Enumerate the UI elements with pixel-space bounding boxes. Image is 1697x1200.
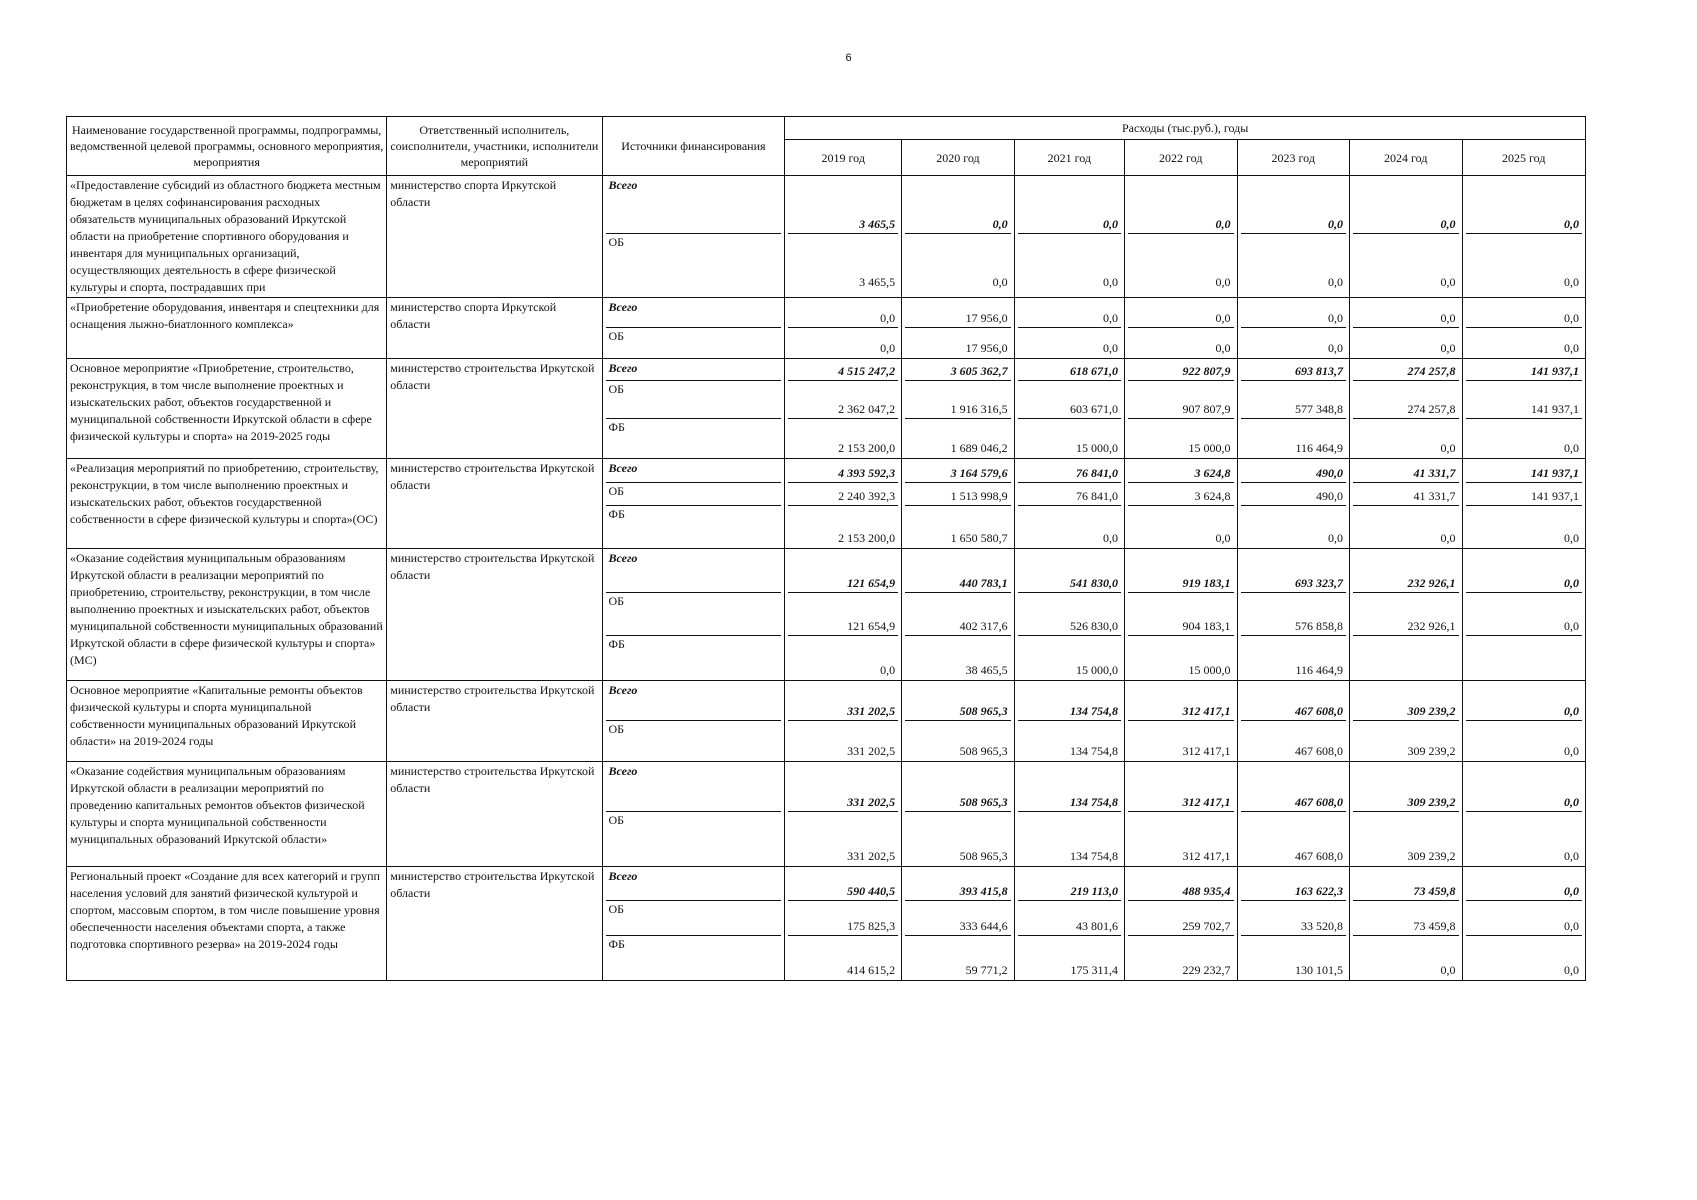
funding-sources — [602, 681, 785, 762]
amount-cell: 121 654,9 — [788, 550, 898, 593]
measure-name: «Оказание содействия муниципальным образованиям Иркутской области в реализации мероприятий по проведению капитальных ремонтов объектов физической культуры и спорта муниципальной собственности муниципальных образований Иркутской области» — [67, 762, 387, 867]
amount-cell: 331 202,5 — [847, 849, 896, 863]
year-values — [902, 762, 1015, 867]
amount-cell: 0,0 — [1353, 177, 1459, 234]
year-values — [1014, 681, 1124, 762]
executor: министерство строительства Иркутской области — [387, 681, 602, 762]
amount-cell: 312 417,1 — [1182, 849, 1231, 863]
amount-cell: 1 689 046,2 — [950, 441, 1008, 455]
year-values — [1125, 176, 1238, 298]
executor: министерство строительства Иркутской области — [387, 359, 602, 459]
amount-cell: 576 858,8 — [1241, 593, 1347, 636]
measure-name: «Предоставление субсидий из областного бюджета местным бюджетам в целях софинансирования расходных обязательств муниципальных образований Иркутской области на приобретение спортивного оборудования и инвентаря для муниципальных организаций, осуществляющих деятельность в сфере физической культуры и спорта, пострадавших при — [67, 176, 387, 298]
year-values — [1462, 867, 1586, 981]
amount-cell: 76 841,0 — [1018, 483, 1121, 506]
year-values — [1462, 681, 1586, 762]
year-values — [1237, 762, 1350, 867]
funding-source: ОБ — [608, 722, 625, 736]
header-year: 2021 год — [1014, 140, 1124, 176]
amount-cell: 414 615,2 — [847, 963, 896, 977]
amount-cell — [1466, 636, 1583, 679]
year-values — [1462, 762, 1586, 867]
year-values — [1014, 359, 1124, 459]
amount-cell: 0,0 — [1103, 275, 1118, 289]
amount-cell: 490,0 — [1241, 460, 1347, 483]
year-values — [785, 549, 902, 681]
amount-cell: 0,0 — [1328, 341, 1343, 355]
year-values — [1237, 459, 1350, 549]
amount-cell: 17 956,0 — [965, 341, 1008, 355]
funding-source: ФБ — [608, 637, 625, 651]
header-year: 2020 год — [902, 140, 1015, 176]
funding-source: Всего — [606, 360, 782, 381]
funding-sources — [602, 459, 785, 549]
amount-cell: 0,0 — [1466, 868, 1583, 901]
amount-cell: 229 232,7 — [1182, 963, 1231, 977]
amount-cell: 274 257,8 — [1353, 360, 1459, 381]
amount-cell: 116 464,9 — [1295, 441, 1343, 455]
year-values — [1350, 681, 1463, 762]
year-values — [1350, 298, 1463, 359]
header-year: 2023 год — [1237, 140, 1350, 176]
amount-cell: 17 956,0 — [905, 299, 1011, 328]
amount-cell: 0,0 — [1466, 177, 1583, 234]
amount-cell: 0,0 — [1466, 682, 1583, 721]
amount-cell: 0,0 — [1564, 963, 1579, 977]
amount-cell: 0,0 — [1440, 963, 1456, 977]
amount-cell: 1 916 316,5 — [905, 381, 1011, 419]
year-values — [1125, 762, 1238, 867]
amount-cell: 618 671,0 — [1018, 360, 1121, 381]
year-values — [1462, 359, 1586, 459]
amount-cell: 467 608,0 — [1295, 744, 1343, 758]
year-values — [1350, 762, 1463, 867]
year-values — [902, 176, 1015, 298]
year-values — [1014, 176, 1124, 298]
amount-cell: 0,0 — [1215, 275, 1231, 289]
amount-cell: 59 771,2 — [965, 963, 1008, 977]
year-values — [785, 176, 902, 298]
funding-sources — [602, 867, 785, 981]
amount-cell: 1 650 580,7 — [950, 531, 1008, 545]
table-row — [67, 681, 1586, 762]
table-row — [67, 176, 1586, 298]
amount-cell: 693 813,7 — [1241, 360, 1347, 381]
executor: министерство строительства Иркутской области — [387, 762, 602, 867]
amount-cell: 134 754,8 — [1070, 744, 1118, 758]
amount-cell: 526 830,0 — [1018, 593, 1121, 636]
amount-cell: 331 202,5 — [847, 744, 896, 758]
year-values — [785, 762, 902, 867]
table-row — [67, 867, 1586, 981]
amount-cell: 0,0 — [1466, 593, 1583, 636]
amount-cell: 134 754,8 — [1018, 682, 1121, 721]
amount-cell: 0,0 — [1241, 177, 1347, 234]
amount-cell: 0,0 — [1466, 901, 1583, 936]
amount-cell: 0,0 — [1564, 531, 1579, 545]
funding-source: ОБ — [606, 483, 782, 506]
year-values — [902, 298, 1015, 359]
funding-source: ОБ — [608, 813, 625, 827]
amount-cell: 577 348,8 — [1241, 381, 1347, 419]
amount-cell: 4 393 592,3 — [788, 460, 898, 483]
amount-cell: 0,0 — [880, 341, 896, 355]
amount-cell: 4 515 247,2 — [788, 360, 898, 381]
amount-cell: 312 417,1 — [1182, 744, 1231, 758]
year-values — [902, 867, 1015, 981]
amount-cell: 508 965,3 — [905, 763, 1011, 812]
amount-cell: 0,0 — [1564, 275, 1579, 289]
funding-source: ОБ — [608, 329, 625, 343]
year-values — [1237, 359, 1350, 459]
year-values — [1462, 459, 1586, 549]
year-values — [1462, 176, 1586, 298]
amount-cell: 1 513 998,9 — [905, 483, 1011, 506]
amount-cell: 919 183,1 — [1128, 550, 1234, 593]
amount-cell: 0,0 — [1018, 177, 1121, 234]
amount-cell: 0,0 — [1328, 531, 1343, 545]
executor: министерство строительства Иркутской области — [387, 867, 602, 981]
amount-cell: 116 464,9 — [1295, 663, 1343, 677]
amount-cell: 15 000,0 — [1076, 663, 1118, 677]
amount-cell: 333 644,6 — [905, 901, 1011, 936]
amount-cell: 0,0 — [1018, 299, 1121, 328]
year-values — [785, 359, 902, 459]
amount-cell: 130 101,5 — [1295, 963, 1343, 977]
table-row — [67, 459, 1586, 549]
year-values — [1350, 459, 1463, 549]
amount-cell: 0,0 — [1440, 341, 1456, 355]
measure-name: «Реализация мероприятий по приобретению, строительству, реконструкции, в том числе выполнению проектных и изыскательских работ, объектов государственной собственности в сфере физической культуры и спорта»(ОС) — [67, 459, 387, 549]
amount-cell: 134 754,8 — [1070, 849, 1118, 863]
amount-cell: 467 608,0 — [1295, 849, 1343, 863]
year-values — [1350, 549, 1463, 681]
amount-cell: 0,0 — [1466, 299, 1583, 328]
year-values — [902, 459, 1015, 549]
amount-cell: 402 317,6 — [905, 593, 1011, 636]
amount-cell: 508 965,3 — [959, 744, 1008, 758]
amount-cell: 232 926,1 — [1353, 593, 1459, 636]
year-values — [1237, 681, 1350, 762]
year-values — [1014, 459, 1124, 549]
table-row — [67, 762, 1586, 867]
funding-source: ОБ — [606, 901, 782, 936]
funding-sources — [602, 549, 785, 681]
funding-source: ОБ — [608, 235, 625, 249]
amount-cell: 2 153 200,0 — [838, 441, 896, 455]
amount-cell: 0,0 — [1440, 441, 1456, 455]
executor: министерство строительства Иркутской области — [387, 459, 602, 549]
amount-cell: 0,0 — [1215, 531, 1231, 545]
amount-cell: 393 415,8 — [905, 868, 1011, 901]
year-values — [785, 298, 902, 359]
amount-cell: 163 622,3 — [1241, 868, 1347, 901]
year-values — [1125, 459, 1238, 549]
year-values — [902, 681, 1015, 762]
funding-source: Всего — [606, 763, 782, 812]
amount-cell: 134 754,8 — [1018, 763, 1121, 812]
amount-cell: 3 465,5 — [788, 177, 898, 234]
executor: министерство строительства Иркутской области — [387, 549, 602, 681]
year-values — [1125, 681, 1238, 762]
amount-cell: 259 702,7 — [1128, 901, 1234, 936]
amount-cell: 2 153 200,0 — [838, 531, 896, 545]
year-values — [785, 867, 902, 981]
amount-cell: 15 000,0 — [1188, 441, 1231, 455]
amount-cell: 33 520,8 — [1241, 901, 1347, 936]
amount-cell: 0,0 — [1215, 341, 1231, 355]
year-values — [1350, 359, 1463, 459]
amount-cell: 488 935,4 — [1128, 868, 1234, 901]
amount-cell: 490,0 — [1241, 483, 1347, 506]
funding-source: ФБ — [608, 507, 625, 521]
amount-cell: 922 807,9 — [1128, 360, 1234, 381]
year-values — [1237, 867, 1350, 981]
amount-cell: 3 624,8 — [1128, 483, 1234, 506]
funding-source: Всего — [606, 177, 782, 234]
amount-cell: 312 417,1 — [1128, 763, 1234, 812]
amount-cell: 2 362 047,2 — [788, 381, 898, 419]
amount-cell: 3 465,5 — [859, 275, 896, 289]
year-values — [785, 681, 902, 762]
funding-sources — [602, 359, 785, 459]
amount-cell: 141 937,1 — [1466, 360, 1583, 381]
amount-cell: 331 202,5 — [788, 682, 898, 721]
executor: министерство спорта Иркутской области — [387, 176, 602, 298]
header-sources: Источники финансирования — [602, 117, 785, 176]
header-year: 2022 год — [1125, 140, 1238, 176]
funding-sources — [602, 762, 785, 867]
amount-cell: 0,0 — [1564, 744, 1579, 758]
amount-cell: 121 654,9 — [788, 593, 898, 636]
amount-cell: 331 202,5 — [788, 763, 898, 812]
header-expenses: Расходы (тыс.руб.), годы — [785, 117, 1586, 140]
amount-cell: 0,0 — [1241, 299, 1347, 328]
header-year: 2025 год — [1462, 140, 1586, 176]
executor: министерство спорта Иркутской области — [387, 298, 602, 359]
amount-cell: 0,0 — [1466, 550, 1583, 593]
amount-cell: 309 239,2 — [1353, 682, 1459, 721]
year-values — [1350, 176, 1463, 298]
amount-cell: 219 113,0 — [1018, 868, 1121, 901]
amount-cell: 603 671,0 — [1018, 381, 1121, 419]
year-values — [1237, 549, 1350, 681]
amount-cell: 3 164 579,6 — [905, 460, 1011, 483]
amount-cell: 41 331,7 — [1353, 483, 1459, 506]
amount-cell: 907 807,9 — [1128, 381, 1234, 419]
amount-cell: 0,0 — [880, 663, 896, 677]
amount-cell: 0,0 — [1328, 275, 1343, 289]
amount-cell: 0,0 — [1128, 177, 1234, 234]
table-row — [67, 359, 1586, 459]
amount-cell: 0,0 — [905, 177, 1011, 234]
amount-cell: 15 000,0 — [1188, 663, 1231, 677]
amount-cell: 0,0 — [1128, 299, 1234, 328]
funding-source: Всего — [606, 682, 782, 721]
amount-cell: 508 965,3 — [959, 849, 1008, 863]
amount-cell — [1353, 636, 1459, 679]
table-row — [67, 549, 1586, 681]
year-values — [1125, 359, 1238, 459]
amount-cell: 175 311,4 — [1070, 963, 1118, 977]
amount-cell: 467 608,0 — [1241, 763, 1347, 812]
amount-cell: 0,0 — [1353, 299, 1459, 328]
amount-cell: 309 239,2 — [1353, 763, 1459, 812]
year-values — [902, 359, 1015, 459]
year-values — [1462, 298, 1586, 359]
year-values — [1237, 298, 1350, 359]
year-values — [1350, 867, 1463, 981]
amount-cell: 141 937,1 — [1466, 460, 1583, 483]
year-values — [1125, 298, 1238, 359]
year-values — [1014, 298, 1124, 359]
funding-source: ОБ — [606, 381, 782, 419]
amount-cell: 73 459,8 — [1353, 868, 1459, 901]
amount-cell: 0,0 — [992, 275, 1008, 289]
funding-source: Всего — [606, 299, 782, 328]
measure-name: «Приобретение оборудования, инвентаря и спецтехники для оснащения лыжно-биатлонного комплекса» — [67, 298, 387, 359]
amount-cell: 440 783,1 — [905, 550, 1011, 593]
amount-cell: 0,0 — [1564, 441, 1579, 455]
amount-cell: 3 624,8 — [1128, 460, 1234, 483]
amount-cell: 141 937,1 — [1466, 483, 1583, 506]
amount-cell: 0,0 — [1564, 849, 1579, 863]
amount-cell: 41 331,7 — [1353, 460, 1459, 483]
funding-sources — [602, 176, 785, 298]
amount-cell: 15 000,0 — [1076, 441, 1118, 455]
amount-cell: 0,0 — [788, 299, 898, 328]
expenses-table — [66, 116, 1586, 981]
measure-name: Основное мероприятие «Приобретение, строительство, реконструкция, в том числе выполнение проектных и изыскательских работ, объектов государственной и муниципальной собственности Иркутской области в сфере физической культуры и спорта» на 2019-2025 годы — [67, 359, 387, 459]
amount-cell: 0,0 — [1440, 531, 1456, 545]
year-values — [1014, 762, 1124, 867]
amount-cell: 309 239,2 — [1407, 849, 1456, 863]
amount-cell: 467 608,0 — [1241, 682, 1347, 721]
amount-cell: 0,0 — [1440, 275, 1456, 289]
amount-cell: 904 183,1 — [1128, 593, 1234, 636]
year-values — [785, 459, 902, 549]
funding-source: Всего — [606, 550, 782, 593]
amount-cell: 0,0 — [1103, 341, 1118, 355]
header-year: 2024 год — [1350, 140, 1463, 176]
year-values — [1237, 176, 1350, 298]
amount-cell: 590 440,5 — [788, 868, 898, 901]
header-name: Наименование государственной программы, подпрограммы, ведомственной целевой программы, основного мероприятия, мероприятия — [67, 117, 387, 176]
amount-cell: 0,0 — [1103, 531, 1118, 545]
amount-cell: 76 841,0 — [1018, 460, 1121, 483]
funding-source: Всего — [606, 868, 782, 901]
year-values — [1014, 549, 1124, 681]
amount-cell: 2 240 392,3 — [788, 483, 898, 506]
amount-cell: 175 825,3 — [788, 901, 898, 936]
year-values — [1014, 867, 1124, 981]
table-row — [67, 298, 1586, 359]
page-number: 6 — [845, 52, 852, 64]
year-values — [1125, 549, 1238, 681]
amount-cell: 141 937,1 — [1466, 381, 1583, 419]
amount-cell: 43 801,6 — [1018, 901, 1121, 936]
amount-cell: 508 965,3 — [905, 682, 1011, 721]
funding-source: ФБ — [608, 937, 625, 951]
amount-cell: 541 830,0 — [1018, 550, 1121, 593]
amount-cell: 309 239,2 — [1407, 744, 1456, 758]
funding-source: Всего — [606, 460, 782, 483]
amount-cell: 312 417,1 — [1128, 682, 1234, 721]
header-year: 2019 год — [785, 140, 902, 176]
funding-source: ФБ — [608, 420, 625, 434]
funding-source: ОБ — [606, 593, 782, 636]
amount-cell: 232 926,1 — [1353, 550, 1459, 593]
header-executor: Ответственный исполнитель, соисполнители, участники, исполнители мероприятий — [387, 117, 602, 176]
amount-cell: 693 323,7 — [1241, 550, 1347, 593]
year-values — [902, 549, 1015, 681]
amount-cell: 38 465,5 — [965, 663, 1008, 677]
amount-cell: 0,0 — [1564, 341, 1579, 355]
measure-name: Региональный проект «Создание для всех категорий и групп населения условий для занятий физической культурой и спортом, массовым спортом, в том числе повышение уровня обеспеченности населения объектами спорта, а также подготовка спортивного резерва» на 2019-2024 годы — [67, 867, 387, 981]
year-values — [1125, 867, 1238, 981]
measure-name: Основное мероприятие «Капитальные ремонты объектов физической культуры и спорта муниципальной собственности муниципальных образований Иркутской области» на 2019-2024 годы — [67, 681, 387, 762]
measure-name: «Оказание содействия муниципальным образованиям Иркутской области в реализации мероприятий по приобретению, строительству, реконструкции, в том числе выполнению проектных и изыскательских работ, объектов муниципальной собственности муниципальных образований Иркутской области в сфере физической культуры и спорта» (МС) — [67, 549, 387, 681]
funding-sources — [602, 298, 785, 359]
year-values — [1462, 549, 1586, 681]
amount-cell: 0,0 — [1466, 763, 1583, 812]
amount-cell: 73 459,8 — [1353, 901, 1459, 936]
amount-cell: 274 257,8 — [1353, 381, 1459, 419]
amount-cell: 3 605 362,7 — [905, 360, 1011, 381]
